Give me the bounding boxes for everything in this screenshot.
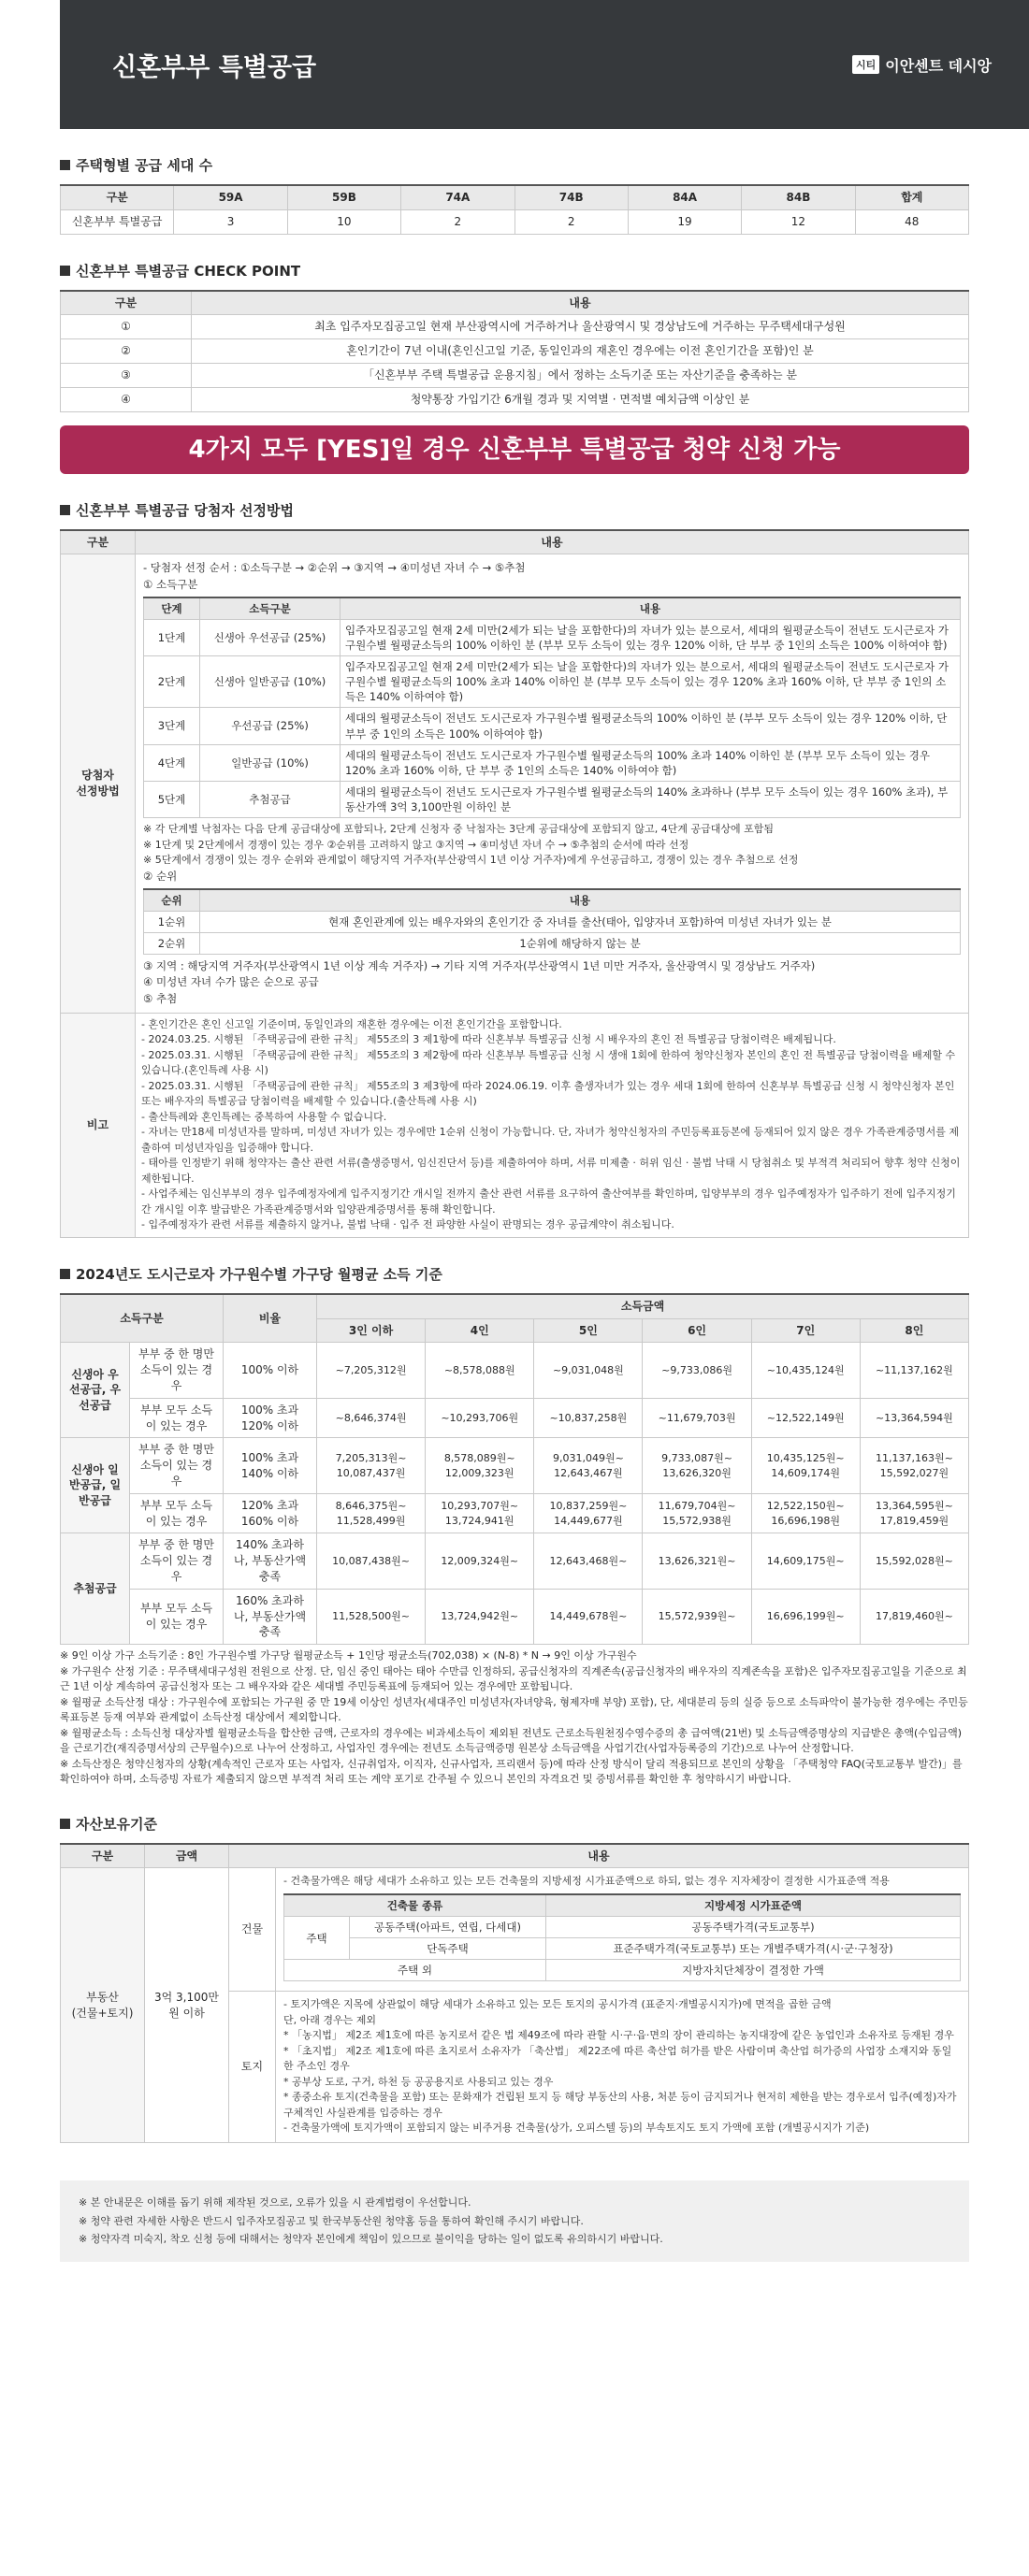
- step-cell: 5단계: [144, 781, 200, 817]
- step-cell: 1단계: [144, 619, 200, 655]
- building-type-row: [284, 1938, 961, 1960]
- land-text-item: * 「농지법」 제2조 제1호에 따른 농지로서 같은 법 제49조에 따라 관할 시·구·읍·면의 장이 관리하는 농지대장에 같은 농업인과 소유자로 등재된 경우: [283, 2029, 954, 2042]
- income-ratio: 100% 이하: [224, 1343, 317, 1398]
- income-step-table: [143, 597, 961, 818]
- square-bullet-icon: [60, 1819, 70, 1829]
- building-label: 건물: [229, 1868, 276, 1992]
- income-value: 13,364,595원~ 17,819,459원: [860, 1493, 968, 1533]
- step-text: 입주자모집공고일 현재 2세 미만(2세가 되는 날을 포함한다)의 자녀가 있는 분으로서, 세대의 월평균소득이 전년도 도시근로자 가구원수별 월평균소득의 100% 초과 140% 이하인 분 (부부 모두 소득이 있는 경우 120% 초과 160% 이하, 단 부부 중 1인의 소득은 140% 이하여야 함): [341, 656, 961, 708]
- income-value: 12,009,324원~: [426, 1533, 534, 1589]
- check-title: 신혼부부 특별공급 CHECK POINT: [60, 261, 969, 281]
- income-value: ~11,679,703원: [643, 1398, 751, 1438]
- rank-col-header: 순위: [144, 889, 200, 912]
- step-text: 세대의 월평균소득이 전년도 도시근로자 가구원수별 월평균소득의 100% 이하인 분 (부부 모두 소득이 있는 경우 120% 이하, 단 부부 중 1인의 소득은 100% 이하여야 함): [341, 708, 961, 744]
- supply-col-header: 74B: [514, 185, 628, 209]
- supply-cell: 48: [855, 209, 968, 234]
- income-value: ~11,137,162원: [860, 1343, 968, 1398]
- method-col-header: 구분: [61, 530, 136, 554]
- check-number: ①: [61, 315, 192, 339]
- asset-col-header: 구분: [61, 1844, 145, 1868]
- income-value: 13,724,942원~: [426, 1589, 534, 1644]
- step-text: 세대의 월평균소득이 전년도 도시근로자 가구원수별 월평균소득의 140% 초과하나 (부부 모두 소득이 있는 경우 160% 초과), 부동산가액 3억 3,100만원 이하인 분: [341, 781, 961, 817]
- footer-note: ※ 청약 관련 자세한 사항은 반드시 입주자모집공고 및 한국부동산원 청약홈 등을 통하여 확인해 주시기 바랍니다.: [79, 2214, 584, 2227]
- kind-cell: 일반공급 (10%): [200, 744, 341, 781]
- remark-item: - 입주예정자가 관련 서류를 제출하지 않거나, 불법 낙태 · 입주 전 파양한 사실이 판명되는 경우 공급계약이 취소됩니다.: [141, 1218, 674, 1231]
- income-value: ~10,837,258원: [534, 1398, 643, 1438]
- income-col-header: 소득구분: [61, 1294, 224, 1343]
- step-cell: 2단계: [144, 656, 200, 708]
- check-number: ④: [61, 387, 192, 411]
- income-value: ~10,435,124원: [751, 1343, 860, 1398]
- income-value: 15,592,028원~: [860, 1533, 968, 1589]
- rank-text: 현재 혼인관계에 있는 배우자와의 혼인기간 중 자녀를 출산(태아, 입양자녀 포함)하여 미성년 자녀가 있는 분: [200, 911, 961, 932]
- rank-row: [144, 932, 961, 954]
- supply-cell: 10: [287, 209, 400, 234]
- income-value: ~7,205,312원: [317, 1343, 426, 1398]
- income-sub: 부부 중 한 명만 소득이 있는 경우: [130, 1533, 224, 1589]
- bt-col-header: 건축물 종류: [284, 1894, 546, 1917]
- building-type-row: [284, 1917, 961, 1938]
- method-intro: - 당첨자 선정 순서 : ①소득구분 → ②순위 → ③지역 → ④미성년 자녀 수 → ⑤추첨: [143, 561, 526, 575]
- step-cell: 3단계: [144, 708, 200, 744]
- kind-cell: 신생아 일반공급 (10%): [200, 656, 341, 708]
- supply-col-header: 84A: [628, 185, 741, 209]
- income-value: ~13,364,594원: [860, 1398, 968, 1438]
- brand-logo: [852, 54, 992, 76]
- check-col-header: 내용: [192, 291, 969, 315]
- household-size-header: 4인: [426, 1318, 534, 1343]
- footer-note: ※ 청약자격 미숙지, 착오 신청 등에 대해서는 청약자 본인에게 책임이 있으므로 불이익을 당하는 일이 없도록 유의하시기 바랍니다.: [79, 2233, 663, 2246]
- brand-badge: 시티: [852, 55, 879, 74]
- rank-col-header: 내용: [200, 889, 961, 912]
- step-cell: 4단계: [144, 744, 200, 781]
- building-type-row: [284, 1960, 961, 1981]
- income-note: ※ 소득산정은 청약신청자의 상황(계속적인 근로자 또는 사업자, 신규취업자, 이직자, 신규사업자, 프리랜서 등)에 따라 산정 방식이 달리 적용되므로 본인의 상황을 「주택청약 FAQ(국토교통부 발간)」를 확인하여야 하며, 소득증빙 자료가 제출되지 않으면 부적격 처리 또는 계약 포기로 간주될 수 있으니 본인의 자격요건 및 증빙서류를 확인한 후 청약하시기 바랍니다.: [60, 1757, 963, 1786]
- method-title: 신혼부부 특별공급 당첨자 선정방법: [60, 500, 969, 520]
- rank-text: 1순위에 해당하지 않는 분: [200, 932, 961, 954]
- eligibility-banner: 4가지 모두 [YES]일 경우 신혼부부 특별공급 청약 신청 가능: [60, 425, 969, 474]
- remark-item: - 혼인기간은 혼인 신고일 기준이며, 동일인과의 재혼한 경우에는 이전 혼인기간을 포함합니다.: [141, 1017, 562, 1030]
- rank-cell: 1순위: [144, 911, 200, 932]
- building-type-table: [283, 1893, 961, 1981]
- income-value: 10,837,259원~ 14,449,677원: [534, 1493, 643, 1533]
- bt-kind: 주택 외: [284, 1960, 546, 1981]
- income-value: 7,205,313원~ 10,087,437원: [317, 1438, 426, 1493]
- selection-rule: ④ 미성년 자녀 수가 많은 순으로 공급: [143, 975, 319, 989]
- remark-item: - 2025.03.31. 시행된 「주택공급에 관한 규칙」 제55조의 3 제2항에 따라 신혼부부 특별공급 신청 시 생애 1회에 한하여 청약신청자 본인의 혼인 전 특별공급 당첨이력을 배제할 수 있습니다.(혼인특례 사용 시): [141, 1048, 956, 1077]
- income-step-note: ※ 각 단계별 낙첨자는 다음 단계 공급대상에 포함되나, 2단계 신청자 중 낙첨자는 3단계 공급대상에 포함되지 않고, 4단계 공급대상에 포함됨: [143, 823, 774, 835]
- land-text-item: * 종중소유 토지(건축물을 포함) 또는 문화재가 건립된 토지 등 해당 부동산의 사용, 처분 등이 금지되거나 현저히 제한을 받는 경우로서 입주(예정)자가 구체적인 사실관계를 입증하는 경우: [283, 2091, 957, 2119]
- remark-item: - 출산특례와 혼인특례는 중복하여 사용할 수 없습니다.: [141, 1110, 387, 1123]
- method-intro-sub: ① 소득구분: [143, 577, 198, 591]
- household-size-header: 6인: [643, 1318, 751, 1343]
- income-step-col-header: 소득구분: [200, 597, 341, 620]
- income-note: ※ 9인 이상 가구 소득기준 : 8인 가구원수별 가구당 월평균소득 + 1인당 평균소득(702,038) × (N-8) * N → 9인 이상 가구원수: [60, 1649, 637, 1662]
- household-size-header: 7인: [751, 1318, 860, 1343]
- rank-label: ② 순위: [143, 869, 178, 883]
- income-value: 10,435,125원~ 14,609,174원: [751, 1438, 860, 1493]
- square-bullet-icon: [60, 1269, 70, 1279]
- income-value: 11,137,163원~ 15,592,027원: [860, 1438, 968, 1493]
- household-size-header: 5인: [534, 1318, 643, 1343]
- income-row: [61, 1493, 969, 1533]
- income-ratio: 140% 초과하나, 부동산가액 충족: [224, 1533, 317, 1589]
- check-number: ②: [61, 339, 192, 364]
- income-step-col-header: 단계: [144, 597, 200, 620]
- bt-value: 표준주택가격(국토교통부) 또는 개별주택가격(시·군·구청장): [546, 1938, 961, 1960]
- income-value: 12,643,468원~: [534, 1533, 643, 1589]
- income-value: 8,578,089원~ 12,009,323원: [426, 1438, 534, 1493]
- income-group-name: 신생아 일반공급, 일반공급: [61, 1438, 130, 1533]
- income-col-header: 비율: [224, 1294, 317, 1343]
- step-text: 세대의 월평균소득이 전년도 도시근로자 가구원수별 월평균소득의 100% 초과 140% 이하인 분 (부부 모두 소득이 있는 경우 120% 초과 160% 이하, 단 부부 중 1인의 소득은 140% 이하여야 함): [341, 744, 961, 781]
- supply-cell: 3: [174, 209, 287, 234]
- bt-kind: 공동주택(아파트, 연립, 다세대): [350, 1917, 546, 1938]
- income-value: ~8,578,088원: [426, 1343, 534, 1398]
- income-row: [61, 1398, 969, 1438]
- income-value: 9,733,087원~ 13,626,320원: [643, 1438, 751, 1493]
- remark-item: - 2025.03.31. 시행된 「주택공급에 관한 규칙」 제55조의 3 제3항에 따라 2024.06.19. 이후 출생자녀가 있는 경우 세대 1회에 한하여 신혼부부 특별공급 신청 시 청약신청자 본인 또는 배우자의 특별공급 당첨이력을 배제할 수 있습니다.(출산특례 사용 시): [141, 1079, 955, 1108]
- income-sub: 부부 중 한 명만 소득이 있는 경우: [130, 1343, 224, 1398]
- supply-col-header: 84B: [742, 185, 855, 209]
- rank-row: [144, 911, 961, 932]
- income-value: 13,626,321원~: [643, 1533, 751, 1589]
- check-number: ③: [61, 363, 192, 387]
- land-text-item: 단, 아래 경우는 제외: [283, 2013, 376, 2026]
- income-value: ~12,522,149원: [751, 1398, 860, 1438]
- income-col-header: 소득금액: [317, 1294, 969, 1318]
- income-row: [61, 1343, 969, 1398]
- square-bullet-icon: [60, 505, 70, 515]
- square-bullet-icon: [60, 266, 70, 276]
- income-note: ※ 가구원수 산정 기준 : 무주택세대구성원 전원으로 산정. 단, 임신 중인 태아는 태아 수만큼 인정하되, 공급신청자의 직계존속(공급신청자의 배우자의 직계존속을 포함)은 입주자모집공고일을 기준으로 최근 1년 이상 계속하여 공급신청자 또는 그 배우자와 같은 세대별 주민등록표에 등재되어 있는 경우에만 포함됩니다.: [60, 1664, 967, 1693]
- income-ratio: 100% 초과 120% 이하: [224, 1398, 317, 1438]
- supply-cell: 신혼부부 특별공급: [61, 209, 174, 234]
- supply-cell: 2: [514, 209, 628, 234]
- income-sub: 부부 모두 소득이 있는 경우: [130, 1493, 224, 1533]
- asset-amount: 3억 3,100만원 이하: [145, 1868, 229, 2142]
- income-value: 10,293,707원~ 13,724,941원: [426, 1493, 534, 1533]
- income-row: [61, 1589, 969, 1644]
- income-value: 11,679,704원~ 15,572,938원: [643, 1493, 751, 1533]
- income-table: [60, 1293, 969, 1645]
- supply-title: 주택형별 공급 세대 수: [60, 155, 969, 175]
- supply-col-header: 74A: [401, 185, 514, 209]
- building-intro: - 건축물가액은 해당 세대가 소유하고 있는 모든 건축물의 지방세정 시가표준액으로 하되, 없는 경우 지자체장이 결정한 시가표준액 적용: [283, 1875, 890, 1888]
- rank-cell: 2순위: [144, 932, 200, 954]
- check-text: 「신혼부부 주택 특별공급 운용지침」에서 정하는 소득기준 또는 자산기준을 충족하는 분: [192, 363, 969, 387]
- income-step-row: [144, 781, 961, 817]
- income-value: 9,031,049원~ 12,643,467원: [534, 1438, 643, 1493]
- bt-value: 지방자치단체장이 결정한 가액: [546, 1960, 961, 1981]
- selection-rule: ③ 지역 : 해당지역 거주자(부산광역시 1년 이상 계속 거주자) → 기타 지역 거주자(부산광역시 1년 미만 거주자, 울산광역시 및 경상남도 거주자): [143, 959, 816, 973]
- income-step-note: ※ 5단계에서 경쟁이 있는 경우 순위와 관계없이 해당지역 거주자(부산광역시 1년 이상 거주자)에게 우선공급하고, 경쟁이 있는 경우 추첨으로 선정: [143, 854, 799, 866]
- income-ratio: 100% 초과 140% 이하: [224, 1438, 317, 1493]
- kind-cell: 추첨공급: [200, 781, 341, 817]
- supply-col-header: 59B: [287, 185, 400, 209]
- income-step-row: [144, 708, 961, 744]
- check-col-header: 구분: [61, 291, 192, 315]
- check-row: [61, 387, 969, 411]
- header-bar: [60, 0, 1029, 129]
- income-title: 2024년도 도시근로자 가구원수별 가구당 월평균 소득 기준: [60, 1264, 969, 1284]
- supply-table: [60, 184, 969, 235]
- bt-kind: 단독주택: [350, 1938, 546, 1960]
- income-group-name: 추첨공급: [61, 1533, 130, 1645]
- income-step-row: [144, 619, 961, 655]
- asset-category: 부동산 (건물+토지): [61, 1868, 145, 2142]
- page-title: 신혼부부 특별공급: [112, 52, 317, 82]
- remark-item: - 사업주체는 임신부부의 경우 입주예정자에게 입주지정기간 개시일 전까지 출산 관련 서류를 요구하여 출산여부를 확인하며, 입양부부의 경우 입주예정자가 입주하기 전에 입주지정기간 개시일 이후 발급받은 가족관계증명서와 입양관계증명서를 통해 확인합니다.: [141, 1187, 956, 1216]
- supply-cell: 19: [628, 209, 741, 234]
- method-table: [60, 529, 969, 1238]
- income-value: 11,528,500원~: [317, 1589, 426, 1644]
- income-sub: 부부 중 한 명만 소득이 있는 경우: [130, 1438, 224, 1493]
- income-value: ~9,031,048원: [534, 1343, 643, 1398]
- income-step-note: ※ 1단계 및 2단계에서 경쟁이 있는 경우 ②순위를 고려하지 않고 ③지역 → ④미성년 자녀 수 → ⑤추첨의 순서에 따라 선정: [143, 838, 689, 851]
- check-table: [60, 290, 969, 412]
- remark-item: - 자녀는 만18세 미성년자를 말하며, 미성년 자녀가 있는 경우에만 1순위 신청이 가능합니다. 단, 자녀가 청약신청자의 주민등록표등본에 등재되어 있지 않은 경우 가족관계증명서를 제출하여 미성년자임을 입증해야 합니다.: [141, 1126, 959, 1154]
- household-size-header: 3인 이하: [317, 1318, 426, 1343]
- income-value: 12,522,150원~ 16,696,198원: [751, 1493, 860, 1533]
- supply-col-header: 59A: [174, 185, 287, 209]
- income-row: [61, 1438, 969, 1493]
- income-group-name: 신생아 우선공급, 우선공급: [61, 1343, 130, 1438]
- supply-col-header: 구분: [61, 185, 174, 209]
- land-text-item: - 건축물가액에 토지가액이 포함되지 않는 비주거용 건축물(상가, 오피스텔 등)의 부속토지도 토지 가액에 포함 (개별공시지가 기준): [283, 2122, 870, 2135]
- selection-rule: ⑤ 추첨: [143, 991, 178, 1005]
- supply-cell: 12: [742, 209, 855, 234]
- kind-cell: 신생아 우선공급 (25%): [200, 619, 341, 655]
- income-note: ※ 월평균 소득산정 대상 : 가구원수에 포함되는 가구원 중 만 19세 이상인 성년자(세대주인 미성년자(자녀양육, 형제자매 부양) 포함), 단, 세대분리 등의 실증 등으로 소득파악이 불가능한 경우에는 주민등록표등본 등재 여부와 관계없이 소득산정 대상에서 제외합니다.: [60, 1695, 968, 1724]
- check-row: [61, 315, 969, 339]
- income-value: ~8,646,374원: [317, 1398, 426, 1438]
- asset-table: [60, 1843, 969, 2143]
- step-text: 입주자모집공고일 현재 2세 미만(2세가 되는 날을 포함한다)의 자녀가 있는 분으로서, 세대의 월평균소득이 전년도 도시근로자 가구원수별 월평균소득의 100% 이하인 분 (부부 모두 소득이 있는 경우 120% 이하, 단 부부 중 1인의 소득은 100% 이하여야 함): [341, 619, 961, 655]
- remark-item: - 태아를 인정받기 위해 청약자는 출산 관련 서류(출생증명서, 임신진단서 등)를 제출하여야 하며, 서류 미제출 · 허위 임신 · 불법 낙태 시 당첨취소 및 부적격 처리되어 향후 청약 신청이 제한됩니다.: [141, 1157, 961, 1185]
- asset-col-header: 금액: [145, 1844, 229, 1868]
- income-sub: 부부 모두 소득이 있는 경우: [130, 1398, 224, 1438]
- bt-value: 공동주택가격(국토교통부): [546, 1917, 961, 1938]
- check-text: 혼인기간이 7년 이내(혼인신고일 기준, 동일인과의 재혼인 경우에는 이전 혼인기간을 포함)인 분: [192, 339, 969, 364]
- income-step-row: [144, 656, 961, 708]
- rank-table: [143, 888, 961, 955]
- brand-text: 이안센트 데시앙: [885, 56, 992, 75]
- check-text: 청약통장 가입기간 6개월 경과 및 지역별 · 면적별 예치금액 이상인 분: [192, 387, 969, 411]
- income-value: 10,087,438원~: [317, 1533, 426, 1589]
- income-value: 8,646,375원~ 11,528,499원: [317, 1493, 426, 1533]
- income-step-row: [144, 744, 961, 781]
- income-ratio: 160% 초과하나, 부동산가액 충족: [224, 1589, 317, 1644]
- footer-note: ※ 본 안내문은 이해를 돕기 위해 제작된 것으로, 오류가 있을 시 관계법령이 우선합니다.: [79, 2195, 471, 2209]
- supply-col-header: 합계: [855, 185, 968, 209]
- bt-house-label: 주택: [284, 1917, 350, 1960]
- supply-cell: 2: [401, 209, 514, 234]
- income-value: 14,449,678원~: [534, 1589, 643, 1644]
- land-text-item: * 공부상 도로, 구거, 하천 등 공공용지로 사용되고 있는 경우: [283, 2075, 554, 2088]
- income-step-col-header: 내용: [341, 597, 961, 620]
- income-row: [61, 1533, 969, 1589]
- method-rowhead: 당첨자 선정방법: [61, 554, 136, 1013]
- income-value: ~9,733,086원: [643, 1343, 751, 1398]
- income-note: ※ 월평균소득 : 소득신청 대상자별 월평균소득을 합산한 금액, 근로자의 경우에는 비과세소득이 제외된 전년도 근로소득원천징수영수증의 총 급여액(21번) 및 소득금액증명상의 지급받은 총액(수입금액)을 근로기간(재직증명서상의 근무월수)으로 나누어 산정하고, 사업자인 경우에는 전년도 소득금액증명 원본상 소득금액을 사업기간(사업자등록증의 기간)으로 나누어 산정합니다.: [60, 1726, 963, 1755]
- footer-notes: [60, 2180, 969, 2262]
- land-text-item: - 토지가액은 지목에 상관없이 해당 세대가 소유하고 있는 모든 토지의 공시가격 (표준지·개별공시지가)에 면적을 곱한 금액: [283, 1998, 832, 2011]
- income-value: ~10,293,706원: [426, 1398, 534, 1438]
- bt-col-header: 지방세정 시가표준액: [546, 1894, 961, 1917]
- household-size-header: 8인: [860, 1318, 968, 1343]
- income-value: 16,696,199원~: [751, 1589, 860, 1644]
- income-sub: 부부 모두 소득이 있는 경우: [130, 1589, 224, 1644]
- remark-rowhead: 비고: [61, 1013, 136, 1237]
- check-row: [61, 339, 969, 364]
- land-text-item: * 「초지법」 제2조 제1호에 따른 초지로서 소유자가 「축산법」 제22조에 따른 축산업 허가를 받은 사람이며 축산업 허가증의 사업장 소재지와 동일한 주소인 경우: [283, 2044, 952, 2073]
- income-value: 15,572,939원~: [643, 1589, 751, 1644]
- remark-item: - 2024.03.25. 시행된 「주택공급에 관한 규칙」 제55조의 3 제1항에 따라 신혼부부 특별공급 신청 시 배우자의 혼인 전 특별공급 당첨이력은 배제됩니다.: [141, 1033, 836, 1046]
- check-text: 최초 입주자모집공고일 현재 부산광역시에 거주하거나 울산광역시 및 경상남도에 거주하는 무주택세대구성원: [192, 315, 969, 339]
- income-value: 14,609,175원~: [751, 1533, 860, 1589]
- income-value: 17,819,460원~: [860, 1589, 968, 1644]
- income-ratio: 120% 초과 160% 이하: [224, 1493, 317, 1533]
- method-col-header: 내용: [136, 530, 969, 554]
- check-row: [61, 363, 969, 387]
- asset-col-header: 내용: [229, 1844, 969, 1868]
- square-bullet-icon: [60, 160, 70, 170]
- kind-cell: 우선공급 (25%): [200, 708, 341, 744]
- land-label: 토지: [229, 1992, 276, 2143]
- asset-title: 자산보유기준: [60, 1814, 969, 1834]
